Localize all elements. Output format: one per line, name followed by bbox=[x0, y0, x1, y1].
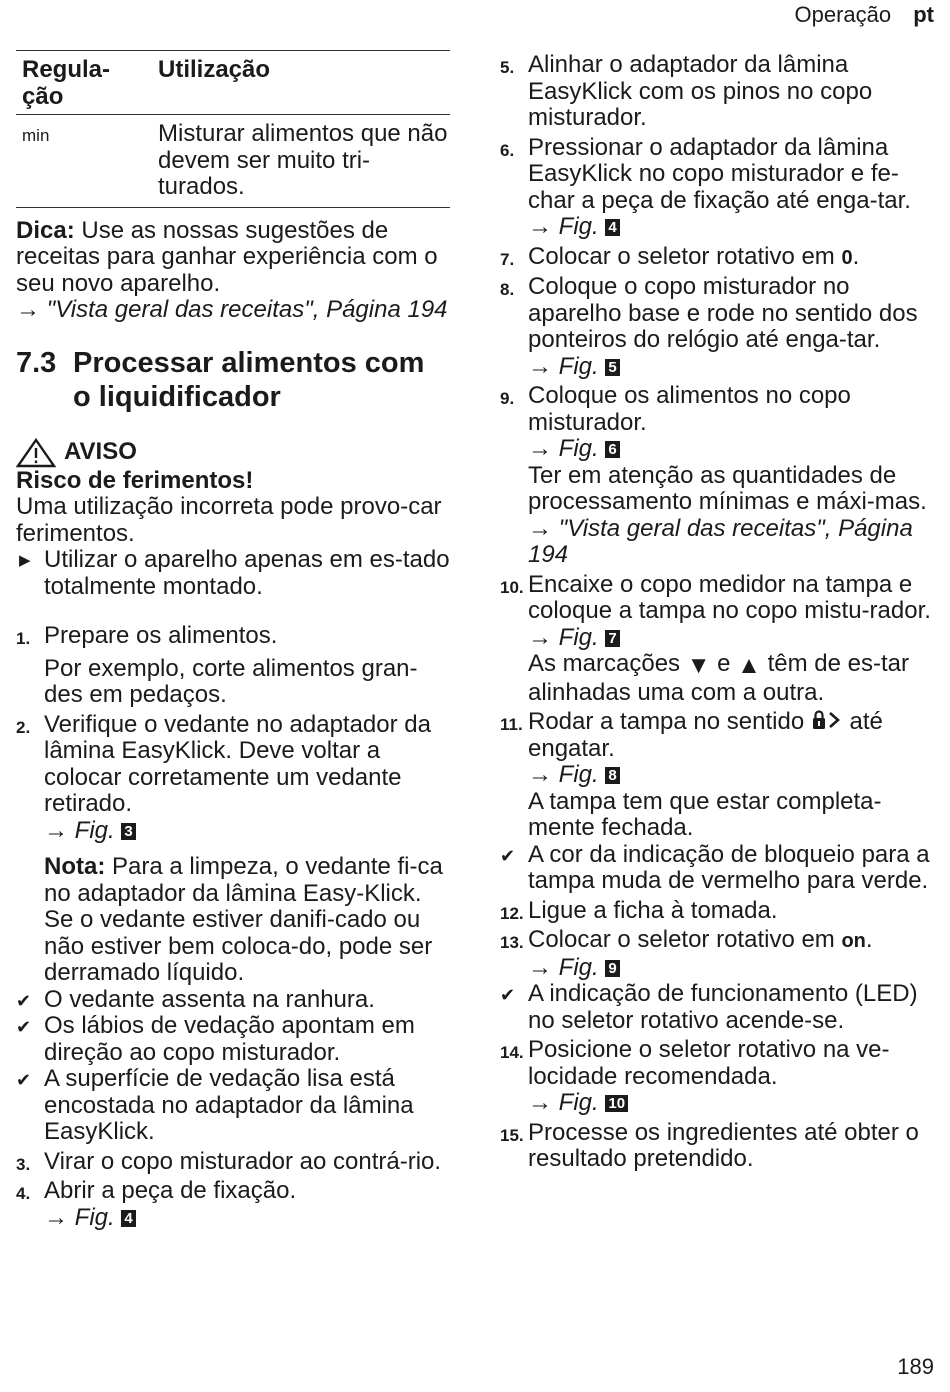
warning-block bbox=[16, 438, 450, 601]
selector-setting: 0 bbox=[841, 246, 853, 269]
recipes-reference-link[interactable]: → "Vista geral das receitas", Página 194 bbox=[528, 514, 913, 568]
table-header-setting: Regula- ção bbox=[16, 51, 152, 115]
triangle-up-icon: ▲ bbox=[737, 652, 761, 679]
page-number: 189 bbox=[897, 1354, 934, 1379]
lock-direction-icon bbox=[811, 709, 843, 731]
header-language: pt bbox=[913, 2, 934, 27]
selector-setting: on bbox=[841, 930, 866, 952]
step-5: 5. Alinhar o adaptador da lâmina EasyKlick com os pinos no copo misturador. bbox=[500, 51, 873, 131]
header-section: Operação bbox=[794, 2, 892, 27]
step-14: 14. Posicione o seletor rotativo na ve-locidade recomendada. → Fig. 10 bbox=[500, 1037, 934, 1117]
tip-text: Use as nossas sugestões de receitas para ganhar experiência com o seu novo aparelho. bbox=[16, 216, 438, 297]
figure-reference[interactable]: → Fig. 6 bbox=[528, 436, 934, 463]
left-column bbox=[16, 50, 450, 1231]
step-6: 6. Pressionar o adaptador da lâmina EasyKlick no copo misturador e fe-char a peça de fixação até enga-tar. → Fig. 4 bbox=[500, 135, 934, 241]
figure-reference[interactable]: → Fig. 8 bbox=[528, 762, 934, 789]
figure-reference[interactable]: → Fig. 7 bbox=[528, 625, 934, 652]
section-title: Processar alimentos com o liquidificador bbox=[73, 346, 425, 413]
right-column bbox=[500, 50, 934, 1173]
step-9: 9. Coloque os alimentos no copo misturador. → Fig. 6 Ter em atenção as quantidades de processamento mínimas e máxi-mas. → "Vista geral das receitas", Página 194 bbox=[500, 383, 934, 569]
step-12: 12. Ligue a ficha à tomada. bbox=[500, 896, 778, 924]
check-item: ✔ A indicação de funcionamento (LED) no seletor rotativo acende-se. bbox=[500, 980, 918, 1034]
step-10: 10. Encaixe o copo medidor na tampa e coloque a tampa no copo mistu-rador. → Fig. 7 As marcações ▼ e ▲ têm de es-tar alinhadas uma com a outra. bbox=[500, 572, 934, 707]
check-icon: ✔ bbox=[500, 845, 516, 866]
figure-reference[interactable]: → Fig. 5 bbox=[528, 354, 934, 381]
step-15: 15. Processe os ingredientes até obter o resultado pretendido. bbox=[500, 1118, 919, 1172]
step-2: 2. Verifique o vedante no adaptador da lâmina EasyKlick. Deve voltar a colocar corretamente um vedante retirado. → Fig. 3 bbox=[16, 712, 450, 845]
step-1-sub: Por exemplo, corte alimentos gran-des em pedaços. bbox=[44, 654, 418, 708]
bullet-arrow-icon: ▶ bbox=[19, 552, 31, 569]
step-3: 3. Virar o copo misturador ao contrá-rio. bbox=[16, 1147, 442, 1175]
note-block: Nota: Para a limpeza, o vedante fi-ca no adaptador da lâmina Easy-Klick. Se o vedante estiver danifi-cado ou não estiver bem coloca-do, pode ser derramado líquido. bbox=[44, 853, 443, 986]
warning-instruction: ▶ Utilizar o aparelho apenas em es-tado totalmente montado. bbox=[19, 546, 450, 600]
check-icon: ✔ bbox=[16, 1070, 32, 1090]
page-header bbox=[794, 2, 934, 28]
usage-cell: Misturar alimentos que não devem ser muito tri-turados. bbox=[152, 115, 450, 208]
check-icon: ✔ bbox=[16, 990, 32, 1011]
warning-subtitle: Risco de ferimentos! bbox=[16, 466, 254, 494]
warning-title: AVISO bbox=[64, 438, 137, 466]
table-header-usage: Utilização bbox=[152, 51, 450, 115]
figure-reference[interactable]: → Fig. 10 bbox=[528, 1090, 934, 1117]
warning-text: Uma utilização incorreta pode provo-car ferimentos. bbox=[16, 493, 442, 547]
figure-reference[interactable]: → Fig. 4 bbox=[528, 214, 934, 241]
step-1: 1. Prepare os alimentos. bbox=[16, 622, 278, 649]
tip-reference-link[interactable]: → "Vista geral das receitas", Página 194 bbox=[16, 296, 448, 323]
check-item: ✔ Os lábios de vedação apontam em direção ao copo misturador. bbox=[16, 1012, 415, 1066]
triangle-down-icon: ▼ bbox=[686, 652, 711, 679]
step-7: 7. Colocar o seletor rotativo em 0. bbox=[500, 242, 860, 270]
check-item: ✔ O vedante assenta na ranhura. bbox=[16, 985, 375, 1013]
settings-table bbox=[16, 50, 450, 208]
check-icon: ✔ bbox=[16, 1017, 32, 1037]
tip-block bbox=[16, 218, 450, 324]
warning-triangle-icon bbox=[16, 438, 56, 468]
step-8: 8. Coloque o copo misturador no aparelho base e rode no sentido dos ponteiros do relógio até enga-tar. → Fig. 5 bbox=[500, 274, 934, 380]
table-row bbox=[16, 115, 450, 208]
step-4: 4. Abrir a peça de fixação. → Fig. 4 bbox=[16, 1178, 450, 1231]
check-icon: ✔ bbox=[500, 985, 516, 1005]
figure-reference[interactable]: → Fig. 3 bbox=[44, 818, 450, 845]
check-item: ✔ A superfície de vedação lisa está encostada no adaptador da lâmina EasyKlick. bbox=[16, 1065, 414, 1145]
step-13: 13. Colocar o seletor rotativo em on. → Fig. 9 bbox=[500, 927, 934, 981]
section-heading bbox=[16, 346, 450, 414]
step-11: 11. Rodar a tampa no sentido até engatar. → Fig. 8 A tampa tem que estar completa-mente fechada. bbox=[500, 709, 934, 842]
check-item: ✔ A cor da indicação de bloqueio para a tampa muda de vermelho para verde. bbox=[500, 840, 930, 894]
tip-label: Dica: bbox=[16, 216, 75, 244]
setting-min: min bbox=[22, 126, 50, 145]
figure-reference[interactable]: → Fig. 4 bbox=[44, 1205, 450, 1232]
figure-reference[interactable]: → Fig. 9 bbox=[528, 955, 934, 982]
section-number: 7.3 bbox=[16, 346, 57, 379]
